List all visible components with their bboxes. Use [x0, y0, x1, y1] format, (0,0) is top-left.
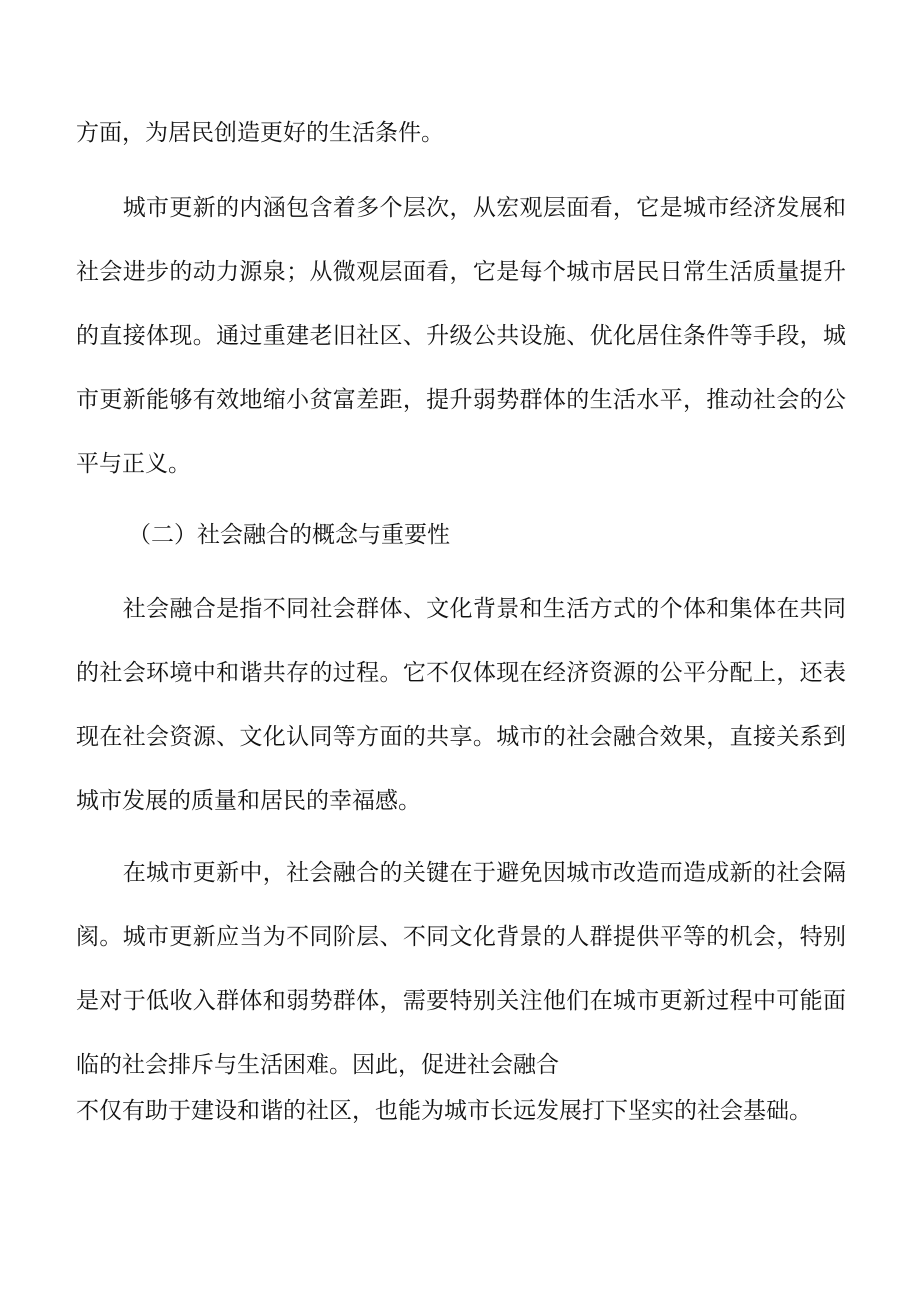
paragraph-4-line-3: 是对于低收入群体和弱势群体，需要特别关注他们在城市更新过程中可能面 — [76, 988, 846, 1014]
section-heading: （二）社会融合的概念与重要性 — [128, 522, 450, 548]
paragraph-2-line-4: 市更新能够有效地缩小贫富差距，提升弱势群体的生活水平，推动社会的公 — [76, 387, 846, 413]
paragraph-2-line-2: 社会进步的动力源泉；从微观层面看，它是每个城市居民日常生活质量提升 — [76, 259, 846, 285]
paragraph-4-line-4: 临的社会排斥与生活困难。因此，促进社会融合 — [76, 1052, 559, 1078]
paragraph-3-line-4: 城市发展的质量和居民的幸福感。 — [76, 788, 421, 814]
paragraph-3-line-2: 的社会环境中和谐共存的过程。它不仅体现在经济资源的公平分配上，还表 — [76, 660, 846, 686]
paragraph-4-line-2: 阂。城市更新应当为不同阶层、不同文化背景的人群提供平等的机会，特别 — [76, 924, 846, 950]
paragraph-3-line-1: 社会融合是指不同社会群体、文化背景和生活方式的个体和集体在共同 — [76, 596, 846, 622]
paragraph-4-line-5: 不仅有助于建设和谐的社区，也能为城市长远发展打下坚实的社会基础。 — [76, 1098, 812, 1124]
paragraph-4-line-1: 在城市更新中，社会融合的关键在于避免因城市改造而造成新的社会隔 — [76, 860, 846, 886]
paragraph-2-line-1: 城市更新的内涵包含着多个层次，从宏观层面看，它是城市经济发展和 — [76, 195, 846, 221]
paragraph-2-line-3: 的直接体现。通过重建老旧社区、升级公共设施、优化居住条件等手段，城 — [76, 323, 846, 349]
paragraph-1-line-1: 方面，为居民创造更好的生活条件。 — [76, 120, 444, 146]
paragraph-2-line-5: 平与正义。 — [76, 451, 191, 477]
paragraph-3-line-3: 现在社会资源、文化认同等方面的共享。城市的社会融合效果，直接关系到 — [76, 724, 846, 750]
